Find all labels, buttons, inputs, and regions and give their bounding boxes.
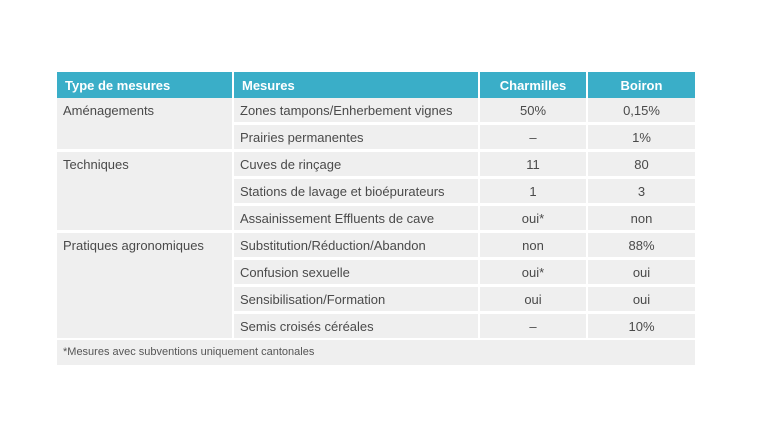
- charmilles-cell: oui: [479, 286, 587, 313]
- charmilles-cell: –: [479, 313, 587, 340]
- boiron-cell: oui: [587, 286, 695, 313]
- boiron-cell: 88%: [587, 232, 695, 259]
- measure-cell: Assainissement Effluents de cave: [233, 205, 479, 232]
- charmilles-cell: 1: [479, 178, 587, 205]
- measure-cell: Zones tampons/Enherbement vignes: [233, 98, 479, 124]
- charmilles-cell: 50%: [479, 98, 587, 124]
- measure-cell: Stations de lavage et bioépurateurs: [233, 178, 479, 205]
- header-measure: Mesures: [233, 72, 479, 98]
- boiron-cell: oui: [587, 259, 695, 286]
- header-charmilles: Charmilles: [479, 72, 587, 98]
- table-row: [57, 151, 695, 178]
- measure-cell: Confusion sexuelle: [233, 259, 479, 286]
- category-cell: Pratiques agronomiques: [57, 232, 233, 340]
- measure-cell: Cuves de rinçage: [233, 151, 479, 178]
- charmilles-cell: oui*: [479, 259, 587, 286]
- boiron-cell: 10%: [587, 313, 695, 340]
- category-cell: Aménagements: [57, 98, 233, 151]
- measure-cell: Substitution/Réduction/Abandon: [233, 232, 479, 259]
- header-row: [57, 72, 695, 98]
- boiron-cell: non: [587, 205, 695, 232]
- table-row: [57, 232, 695, 259]
- category-cell: Techniques: [57, 151, 233, 232]
- header-boiron: Boiron: [587, 72, 695, 98]
- measures-table-container: [57, 72, 695, 365]
- charmilles-cell: –: [479, 124, 587, 151]
- measure-cell: Sensibilisation/Formation: [233, 286, 479, 313]
- charmilles-cell: non: [479, 232, 587, 259]
- boiron-cell: 80: [587, 151, 695, 178]
- boiron-cell: 0,15%: [587, 98, 695, 124]
- measures-table: [57, 72, 695, 341]
- table-footnote: *Mesures avec subventions uniquement cantonales: [57, 340, 695, 365]
- boiron-cell: 1%: [587, 124, 695, 151]
- measure-cell: Semis croisés céréales: [233, 313, 479, 340]
- header-type: Type de mesures: [57, 72, 233, 98]
- charmilles-cell: oui*: [479, 205, 587, 232]
- table-row: [57, 98, 695, 124]
- measure-cell: Prairies permanentes: [233, 124, 479, 151]
- boiron-cell: 3: [587, 178, 695, 205]
- charmilles-cell: 11: [479, 151, 587, 178]
